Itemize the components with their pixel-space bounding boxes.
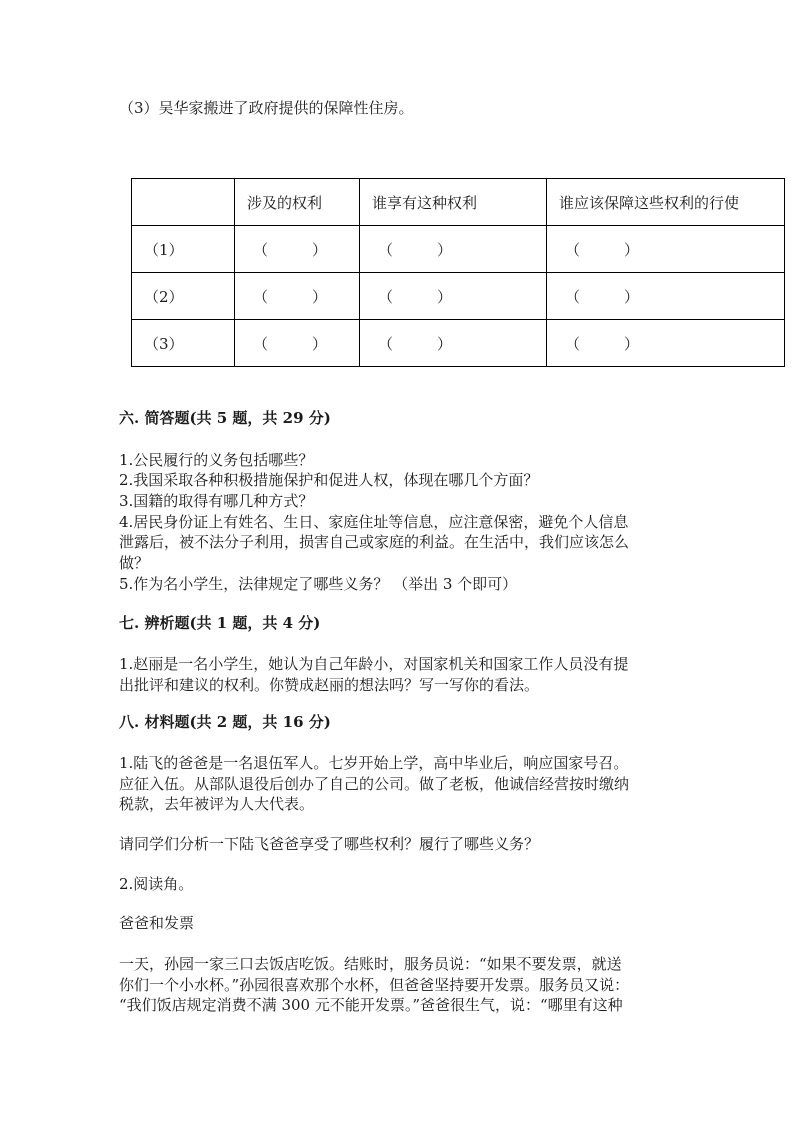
question-text: 出批评和建议的权利。你赞成赵丽的想法吗？写一写你的看法。 bbox=[119, 676, 540, 694]
answer-blank[interactable]: （ ） bbox=[360, 273, 547, 320]
passage-text: 税款，去年被评为人大代表。 bbox=[119, 795, 315, 813]
question-item-3: （3）吴华家搬进了政府提供的保障性住房。 bbox=[119, 99, 414, 117]
answer-blank[interactable]: （ ） bbox=[360, 226, 547, 273]
passage-text: 一天，孙园一家三口去饭店吃饭。结账时，服务员说：“如果不要发票，就送 bbox=[119, 955, 622, 973]
table-header-row bbox=[132, 179, 785, 226]
question-text: 2.我国采取各种积极措施保护和促进人权，体现在哪几个方面？ bbox=[119, 471, 539, 489]
passage-text: 1.陆飞的爸爸是一名退伍军人。七岁开始上学，高中毕业后，响应国家号召。 bbox=[119, 754, 629, 772]
answer-blank[interactable]: （ ） bbox=[235, 273, 360, 320]
question-text: 做？ bbox=[119, 554, 150, 572]
table-row bbox=[132, 273, 785, 320]
answer-blank[interactable]: （ ） bbox=[547, 273, 785, 320]
table-header-cell: 谁应该保障这些权利的行使 bbox=[547, 179, 785, 226]
question-text: 1.赵丽是一名小学生，她认为自己年龄小，对国家机关和国家工作人员没有提 bbox=[119, 655, 629, 673]
answer-blank[interactable]: （ ） bbox=[547, 320, 785, 367]
question-text: 泄露后，被不法分子利用，损害自己或家庭的利益。在生活中，我们应该怎么 bbox=[119, 533, 630, 551]
section-6-heading: 六. 简答题(共 5 题，共 29 分) bbox=[119, 409, 331, 427]
answer-blank[interactable]: （ ） bbox=[235, 320, 360, 367]
question-text: 1.公民履行的义务包括哪些？ bbox=[119, 451, 314, 469]
question-text: 2.阅读角。 bbox=[119, 875, 194, 893]
rights-table bbox=[131, 178, 785, 367]
table-header-cell: 谁享有这种权利 bbox=[360, 179, 547, 226]
table-row bbox=[132, 226, 785, 273]
section-8-heading: 八. 材料题(共 2 题，共 16 分) bbox=[119, 713, 331, 731]
answer-blank[interactable]: （ ） bbox=[547, 226, 785, 273]
question-text: 请同学们分析一下陆飞爸爸享受了哪些权利？履行了哪些义务？ bbox=[119, 835, 540, 853]
passage-text: 应征入伍。从部队退役后创办了自己的公司。做了老板，他诚信经营按时缴纳 bbox=[119, 775, 630, 793]
question-text: 4.居民身份证上有姓名、生日、家庭住址等信息，应注意保密，避免个人信息 bbox=[119, 513, 629, 531]
answer-blank[interactable]: （ ） bbox=[360, 320, 547, 367]
table-header-cell: 涉及的权利 bbox=[235, 179, 360, 226]
passage-title: 爸爸和发票 bbox=[119, 914, 195, 932]
table-row bbox=[132, 320, 785, 367]
passage-text: 你们一个小水杯。”孙园很喜欢那个水杯，但爸爸坚持要开发票。服务员又说： bbox=[119, 976, 630, 994]
row-label: （3） bbox=[132, 320, 235, 367]
section-7-heading: 七. 辨析题(共 1 题，共 4 分) bbox=[119, 614, 321, 632]
answer-blank[interactable]: （ ） bbox=[235, 226, 360, 273]
question-text: 5.作为名小学生，法律规定了哪些义务？ （举出 3 个即可） bbox=[119, 575, 518, 593]
passage-text: “我们饭店规定消费不满 300 元不能开发票。”爸爸很生气，说：“哪里有这种 bbox=[119, 996, 623, 1014]
row-label: （1） bbox=[132, 226, 235, 273]
table-header-cell bbox=[132, 179, 235, 226]
row-label: （2） bbox=[132, 273, 235, 320]
question-text: 3.国籍的取得有哪几种方式？ bbox=[119, 492, 314, 510]
